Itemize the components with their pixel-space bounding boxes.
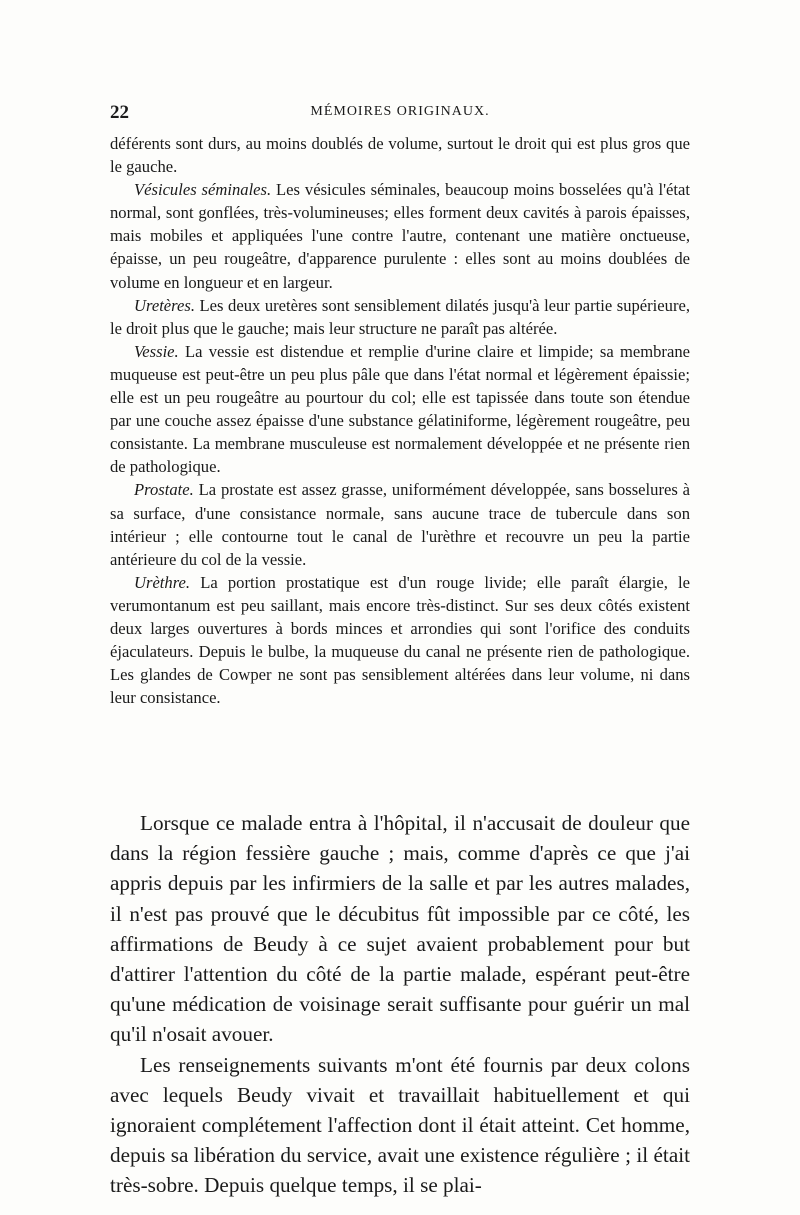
paragraph-prostate: [110, 478, 690, 570]
paragraph-text: Les vésicules séminales, beaucoup moins bosselées qu'à l'état normal, sont gonflées, très-volumineuses; elles forment deux cavités à parois épaisses, mais mobiles et appliquées l'une contre l'autre, contenant une matière onctueuse, épaisse, un peu rougeâtre, d'apparence purulente : elles sont au moins doublées de volume en longueur et en largeur.: [110, 180, 691, 292]
running-title: MÉMOIRES ORIGINAUX.: [310, 104, 490, 119]
paragraph-text: La portion prostatique est d'un rouge livide; elle paraît élargie, le verumontanum est peu saillant, mais encore très-distinct. Sur ses deux côtés existent deux larges ouvertures à bords minces et arrondies qui sont l'orifice des conduits éjaculateurs. Depuis le bulbe, la muqueuse du canal ne présente rien de pathologique. Les glandes de Cowper ne sont pas sensiblement altérées dans leur volume, ni dans leur consistance.: [110, 572, 690, 708]
heading-vessie: Vessie.: [134, 341, 179, 361]
paragraph-text: déférents sont durs, au moins doublés de volume, surtout le droit qui est plus gros que le gauche.: [110, 134, 690, 177]
paragraph-urethre: [110, 571, 690, 710]
paragraph-vessie: [110, 340, 690, 479]
paragraph-hopital: Lorsque ce malade entra à l'hôpital, il n'accusait de douleur que dans la région fessière gauche ; mais, comme d'après ce que j'ai appris depuis par les infirmiers de la salle et par les autres malades, il n'est pas prouvé que le décubitus fût impossible par ce côté, les affirmations de Beudy à ce sujet avaient probablement pour but d'attirer l'attention du côté de la partie malade, espérant peut-être qu'une médication de voisinage serait suffisante pour guérir un mal qu'il n'osait avouer.: [110, 811, 690, 1047]
heading-vesicules: Vésicules séminales.: [134, 180, 272, 200]
paragraph-ureteres: [110, 294, 690, 340]
heading-urethre: Urèthre.: [134, 572, 191, 592]
paragraph-text: La vessie est distendue et remplie d'urine claire et limpide; sa membrane muqueuse est peut-être un peu plus pâle que dans l'état normal et légèrement épaissie; elle est un peu rougeâtre au pourtour du col; elle est tapissée dans toute son étendue par une couche assez épaisse d'une substance gélatiniforme, légèrement rougeâtre, peu consistante. La membrane musculeuse est normalement développée et ne présente rien de pathologique.: [110, 341, 690, 477]
page-number: 22: [110, 102, 129, 123]
autopsy-notes: [110, 132, 690, 709]
heading-prostate: Prostate.: [134, 480, 194, 500]
paragraph-renseignements: Les renseignements suivants m'ont été fournis par deux colons avec lequels Beudy vivait et travaillait habituellement et qui ignoraient complétement l'affection dont il était atteint. Cet homme, depuis sa libération du service, avait une existence régulière ; il était très-sobre. Depuis quelque temps, il se plai-: [110, 1052, 690, 1198]
page-header: [110, 102, 690, 126]
paragraph-text: Les deux uretères sont sensiblement dilatés jusqu'à leur partie supérieure, le droit plus que le gauche; mais leur structure ne paraît pas altérée.: [110, 295, 690, 338]
heading-ureteres: Uretères.: [134, 295, 195, 315]
paragraph-vesicules: [110, 178, 690, 293]
paragraph-text: La prostate est assez grasse, uniformément développée, sans bosselures à sa surface, d'une consistance normale, sans aucune trace de tubercule dans son intérieur ; elle contourne tout le canal de l'urèthre et recouvre un peu la partie antérieure du col de la vessie.: [110, 480, 690, 569]
main-narrative: [110, 808, 690, 1201]
paragraph-deferents: [110, 132, 690, 178]
